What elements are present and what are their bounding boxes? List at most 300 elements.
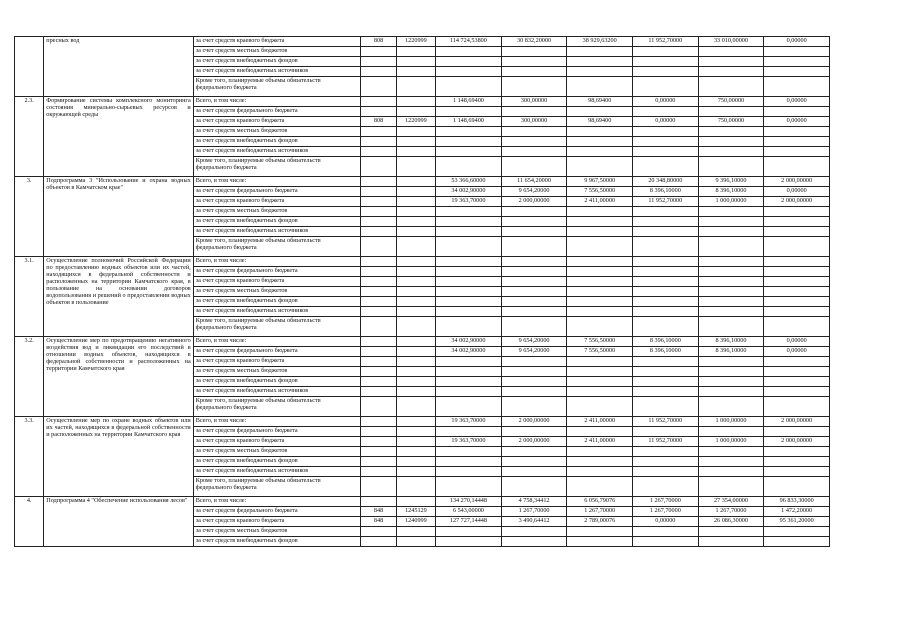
amount-cell (501, 447, 567, 457)
funding-source-cell: за счет средств краевого бюджета (193, 517, 361, 527)
grbs-code-cell (361, 207, 396, 217)
amount-cell: 9 396,10000 (698, 177, 764, 187)
grbs-code-cell (361, 177, 396, 187)
amount-cell: 1 000,00000 (698, 417, 764, 427)
grbs-code-cell (361, 197, 396, 207)
amount-cell (501, 257, 567, 267)
amount-cell (501, 377, 567, 387)
funding-source-cell: Всего, в том числе: (193, 257, 361, 267)
item-number-cell: 2.3. (15, 97, 44, 177)
amount-cell (633, 237, 699, 257)
amount-cell (567, 157, 633, 177)
amount-cell (633, 317, 699, 337)
amount-cell (501, 287, 567, 297)
grbs-code-cell (361, 537, 396, 547)
amount-cell: 11 952,70000 (633, 437, 699, 447)
amount-cell: 300,00000 (501, 97, 567, 107)
amount-cell (764, 157, 830, 177)
amount-cell: 2 000,00000 (501, 197, 567, 207)
amount-cell (698, 447, 764, 457)
amount-cell (764, 107, 830, 117)
kbk-code-cell (396, 337, 435, 347)
funding-source-cell: за счет средств местных бюджетов (193, 47, 361, 57)
grbs-code-cell (361, 277, 396, 287)
amount-cell: 2 000,00000 (764, 197, 830, 207)
grbs-code-cell: 848 (361, 507, 396, 517)
kbk-code-cell (396, 97, 435, 107)
amount-cell (567, 317, 633, 337)
amount-cell (567, 477, 633, 497)
funding-source-cell: за счет средств местных бюджетов (193, 527, 361, 537)
amount-cell (764, 227, 830, 237)
amount-cell (764, 467, 830, 477)
amount-cell: 27 354,00000 (698, 497, 764, 507)
amount-cell: 8 396,10000 (633, 187, 699, 197)
table-row (15, 257, 830, 267)
amount-cell (764, 47, 830, 57)
amount-cell (567, 77, 633, 97)
amount-cell (764, 317, 830, 337)
amount-cell: 1 267,70000 (698, 507, 764, 517)
amount-cell (633, 67, 699, 77)
amount-cell (567, 227, 633, 237)
amount-cell (633, 107, 699, 117)
grbs-code-cell (361, 317, 396, 337)
kbk-code-cell (396, 347, 435, 357)
amount-cell: 9 654,20000 (501, 187, 567, 197)
amount-cell: 7 556,50000 (567, 347, 633, 357)
grbs-code-cell (361, 227, 396, 237)
amount-cell (501, 47, 567, 57)
grbs-code-cell (361, 377, 396, 387)
amount-cell (436, 467, 502, 477)
table-body (15, 37, 830, 547)
amount-cell (567, 57, 633, 67)
funding-source-cell: Всего, в том числе: (193, 337, 361, 347)
amount-cell (698, 397, 764, 417)
item-number-cell (15, 37, 44, 97)
amount-cell (764, 147, 830, 157)
funding-source-cell: за счет средств федерального бюджета (193, 347, 361, 357)
amount-cell (764, 207, 830, 217)
amount-cell: 114 724,53800 (436, 37, 502, 47)
amount-cell (436, 77, 502, 97)
kbk-code-cell (396, 377, 435, 387)
amount-cell (567, 267, 633, 277)
funding-source-cell: за счет средств федерального бюджета (193, 507, 361, 517)
amount-cell (698, 287, 764, 297)
amount-cell (567, 447, 633, 457)
amount-cell (698, 77, 764, 97)
funding-source-cell: за счет средств местных бюджетов (193, 127, 361, 137)
amount-cell (633, 447, 699, 457)
amount-cell: 20 348,80000 (633, 177, 699, 187)
grbs-code-cell (361, 47, 396, 57)
funding-source-cell: за счет средств внебюджетных фондов (193, 57, 361, 67)
grbs-code-cell (361, 417, 396, 427)
amount-cell (567, 107, 633, 117)
funding-source-cell: за счет средств внебюджетных фондов (193, 537, 361, 547)
amount-cell (764, 427, 830, 437)
amount-cell: 38 929,63200 (567, 37, 633, 47)
amount-cell: 30 832,20000 (501, 37, 567, 47)
grbs-code-cell (361, 147, 396, 157)
amount-cell (764, 387, 830, 397)
amount-cell (764, 397, 830, 417)
amount-cell (436, 207, 502, 217)
amount-cell (698, 107, 764, 117)
amount-cell (567, 207, 633, 217)
funding-source-cell: Всего, в том числе: (193, 417, 361, 427)
kbk-code-cell (396, 227, 435, 237)
item-number-cell: 3. (15, 177, 44, 257)
amount-cell (633, 527, 699, 537)
funding-source-cell: за счет средств местных бюджетов (193, 367, 361, 377)
kbk-code-cell (396, 417, 435, 427)
grbs-code-cell (361, 437, 396, 447)
amount-cell (436, 307, 502, 317)
grbs-code-cell (361, 307, 396, 317)
amount-cell: 2 000,00000 (764, 437, 830, 447)
amount-cell (436, 357, 502, 367)
amount-cell (567, 357, 633, 367)
amount-cell: 2 000,00000 (501, 417, 567, 427)
funding-source-cell: за счет средств федерального бюджета (193, 267, 361, 277)
amount-cell (567, 47, 633, 57)
amount-cell (698, 237, 764, 257)
kbk-code-cell (396, 157, 435, 177)
amount-cell: 0,00000 (633, 97, 699, 107)
amount-cell (764, 357, 830, 367)
amount-cell (698, 457, 764, 467)
item-number-cell: 3.3. (15, 417, 44, 497)
amount-cell: 0,00000 (764, 117, 830, 127)
amount-cell (633, 157, 699, 177)
amount-cell (698, 357, 764, 367)
kbk-code-cell (396, 297, 435, 307)
amount-cell: 2 789,00076 (567, 517, 633, 527)
amount-cell (633, 427, 699, 437)
amount-cell (764, 287, 830, 297)
amount-cell (501, 367, 567, 377)
amount-cell: 8 396,10000 (633, 347, 699, 357)
amount-cell: 2 411,00000 (567, 197, 633, 207)
grbs-code-cell (361, 477, 396, 497)
amount-cell: 750,00000 (698, 117, 764, 127)
amount-cell (436, 147, 502, 157)
grbs-code-cell (361, 297, 396, 307)
amount-cell: 7 556,50000 (567, 337, 633, 347)
amount-cell: 0,00000 (764, 97, 830, 107)
grbs-code-cell (361, 457, 396, 467)
amount-cell (633, 77, 699, 97)
amount-cell (436, 257, 502, 267)
amount-cell (698, 67, 764, 77)
amount-cell: 1 148,69400 (436, 117, 502, 127)
grbs-code-cell: 808 (361, 117, 396, 127)
amount-cell (764, 537, 830, 547)
amount-cell (633, 377, 699, 387)
funding-source-cell: за счет средств краевого бюджета (193, 37, 361, 47)
amount-cell (764, 447, 830, 457)
funding-source-cell: за счет средств внебюджетных источников (193, 387, 361, 397)
grbs-code-cell (361, 467, 396, 477)
amount-cell (501, 457, 567, 467)
amount-cell: 11 952,70000 (633, 197, 699, 207)
grbs-code-cell (361, 217, 396, 227)
item-name-cell: пресных вод (44, 37, 193, 97)
amount-cell (633, 47, 699, 57)
funding-source-cell: за счет средств внебюджетных источников (193, 227, 361, 237)
amount-cell (698, 297, 764, 307)
amount-cell (567, 217, 633, 227)
amount-cell (501, 537, 567, 547)
amount-cell (501, 317, 567, 337)
amount-cell (567, 137, 633, 147)
amount-cell (633, 297, 699, 307)
amount-cell: 1 267,70000 (633, 497, 699, 507)
amount-cell (633, 207, 699, 217)
amount-cell (764, 137, 830, 147)
amount-cell (764, 57, 830, 67)
kbk-code-cell: 1245129 (396, 507, 435, 517)
amount-cell: 8 396,10000 (698, 337, 764, 347)
amount-cell (567, 147, 633, 157)
funding-source-cell: за счет средств внебюджетных фондов (193, 137, 361, 147)
amount-cell (633, 477, 699, 497)
amount-cell (501, 57, 567, 67)
amount-cell (501, 467, 567, 477)
amount-cell (501, 267, 567, 277)
kbk-code-cell (396, 67, 435, 77)
amount-cell (698, 57, 764, 67)
amount-cell (764, 257, 830, 267)
amount-cell (436, 107, 502, 117)
grbs-code-cell (361, 267, 396, 277)
amount-cell (436, 47, 502, 57)
amount-cell: 0,00000 (764, 347, 830, 357)
amount-cell (501, 77, 567, 97)
amount-cell: 134 270,14448 (436, 497, 502, 507)
amount-cell (698, 257, 764, 267)
amount-cell (764, 127, 830, 137)
funding-source-cell: за счет средств краевого бюджета (193, 277, 361, 287)
amount-cell (501, 527, 567, 537)
table-row (15, 497, 830, 507)
amount-cell (436, 387, 502, 397)
kbk-code-cell (396, 277, 435, 287)
amount-cell: 300,00000 (501, 117, 567, 127)
grbs-code-cell (361, 97, 396, 107)
item-name-cell: Осуществление мер по охране водных объектов или их частей, находящихся в федеральной собственности и расположенных на территории Камчатского края (44, 417, 193, 497)
amount-cell (567, 277, 633, 287)
amount-cell (633, 287, 699, 297)
amount-cell (764, 457, 830, 467)
grbs-code-cell (361, 337, 396, 347)
amount-cell (501, 107, 567, 117)
amount-cell (633, 387, 699, 397)
amount-cell: 34 002,90000 (436, 337, 502, 347)
grbs-code-cell (361, 357, 396, 367)
amount-cell: 19 363,70000 (436, 417, 502, 427)
funding-source-cell: за счет средств внебюджетных источников (193, 67, 361, 77)
kbk-code-cell (396, 177, 435, 187)
kbk-code-cell (396, 307, 435, 317)
amount-cell: 19 363,70000 (436, 197, 502, 207)
amount-cell (436, 477, 502, 497)
funding-source-cell: за счет средств федерального бюджета (193, 427, 361, 437)
amount-cell: 34 002,90000 (436, 347, 502, 357)
table-row (15, 177, 830, 187)
amount-cell: 8 396,10000 (698, 347, 764, 357)
amount-cell (764, 377, 830, 387)
amount-cell (501, 427, 567, 437)
amount-cell: 98,69400 (567, 97, 633, 107)
grbs-code-cell (361, 427, 396, 437)
funding-source-cell: Кроме того, планируемые объемы обязательств федерального бюджета (193, 317, 361, 337)
kbk-code-cell (396, 477, 435, 497)
kbk-code-cell (396, 127, 435, 137)
amount-cell (764, 307, 830, 317)
amount-cell: 53 366,60000 (436, 177, 502, 187)
amount-cell (436, 67, 502, 77)
amount-cell (698, 207, 764, 217)
amount-cell (633, 277, 699, 287)
kbk-code-cell (396, 237, 435, 257)
amount-cell (698, 527, 764, 537)
item-number-cell: 3.2. (15, 337, 44, 417)
amount-cell: 1 000,00000 (698, 437, 764, 447)
amount-cell (436, 277, 502, 287)
amount-cell: 9 654,20000 (501, 347, 567, 357)
amount-cell (764, 267, 830, 277)
amount-cell: 34 002,90000 (436, 187, 502, 197)
amount-cell (436, 537, 502, 547)
grbs-code-cell (361, 397, 396, 417)
amount-cell (633, 367, 699, 377)
grbs-code-cell (361, 107, 396, 117)
amount-cell: 11 952,70000 (633, 37, 699, 47)
amount-cell (698, 157, 764, 177)
amount-cell (501, 397, 567, 417)
amount-cell: 9 967,50000 (567, 177, 633, 187)
amount-cell: 98,69400 (567, 117, 633, 127)
kbk-code-cell (396, 57, 435, 67)
amount-cell: 0,00000 (633, 117, 699, 127)
item-name-cell: Подпрограмма 4 "Обеспечение использования лесов" (44, 497, 193, 547)
amount-cell (436, 457, 502, 467)
grbs-code-cell (361, 57, 396, 67)
amount-cell (567, 397, 633, 417)
amount-cell (501, 357, 567, 367)
amount-cell: 1 267,70000 (633, 507, 699, 517)
amount-cell: 6 056,79076 (567, 497, 633, 507)
amount-cell (633, 357, 699, 367)
table-row (15, 337, 830, 347)
amount-cell (698, 47, 764, 57)
amount-cell (764, 297, 830, 307)
amount-cell (501, 237, 567, 257)
kbk-code-cell (396, 357, 435, 367)
amount-cell (436, 137, 502, 147)
grbs-code-cell (361, 367, 396, 377)
amount-cell: 0,00000 (764, 37, 830, 47)
amount-cell (436, 317, 502, 337)
amount-cell (567, 287, 633, 297)
amount-cell (698, 307, 764, 317)
funding-source-cell: за счет средств краевого бюджета (193, 197, 361, 207)
amount-cell (501, 277, 567, 287)
kbk-code-cell (396, 217, 435, 227)
amount-cell (698, 147, 764, 157)
amount-cell (698, 467, 764, 477)
kbk-code-cell (396, 467, 435, 477)
amount-cell (567, 257, 633, 267)
amount-cell (633, 257, 699, 267)
amount-cell (633, 227, 699, 237)
funding-source-cell: за счет средств краевого бюджета (193, 117, 361, 127)
amount-cell (501, 207, 567, 217)
amount-cell (567, 67, 633, 77)
amount-cell (567, 467, 633, 477)
amount-cell (764, 367, 830, 377)
grbs-code-cell (361, 157, 396, 177)
amount-cell (764, 237, 830, 257)
kbk-code-cell (396, 257, 435, 267)
amount-cell (698, 277, 764, 287)
amount-cell (567, 457, 633, 467)
funding-source-cell: за счет средств внебюджетных источников (193, 307, 361, 317)
amount-cell (633, 457, 699, 467)
amount-cell (698, 387, 764, 397)
funding-source-cell: Кроме того, планируемые объемы обязательств федерального бюджета (193, 77, 361, 97)
amount-cell (633, 537, 699, 547)
amount-cell: 9 654,20000 (501, 337, 567, 347)
amount-cell (698, 227, 764, 237)
kbk-code-cell (396, 367, 435, 377)
funding-source-cell: за счет средств внебюджетных фондов (193, 457, 361, 467)
amount-cell (436, 397, 502, 417)
kbk-code-cell (396, 427, 435, 437)
kbk-code-cell (396, 497, 435, 507)
amount-cell (567, 307, 633, 317)
kbk-code-cell (396, 187, 435, 197)
item-name-cell: Осуществление полномочий Российской Федерации по предоставлению водных объектов или их частей, находящихся в федеральной собственности и расположенных на территории Камчатского края, в пользование на основании договоров водопользования и решений о предоставлении водных объектов в пользование (44, 257, 193, 337)
funding-source-cell: за счет средств внебюджетных источников (193, 147, 361, 157)
kbk-code-cell: 1240999 (396, 517, 435, 527)
amount-cell: 2 411,00000 (567, 437, 633, 447)
amount-cell (567, 537, 633, 547)
funding-source-cell: Кроме того, планируемые объемы обязательств федерального бюджета (193, 477, 361, 497)
amount-cell: 1 148,69400 (436, 97, 502, 107)
kbk-code-cell (396, 397, 435, 417)
funding-source-cell: за счет средств внебюджетных источников (193, 467, 361, 477)
amount-cell: 19 363,70000 (436, 437, 502, 447)
kbk-code-cell (396, 267, 435, 277)
amount-cell (633, 267, 699, 277)
funding-source-cell: за счет средств внебюджетных фондов (193, 377, 361, 387)
amount-cell (501, 127, 567, 137)
kbk-code-cell (396, 387, 435, 397)
amount-cell (436, 527, 502, 537)
amount-cell: 26 086,30000 (698, 517, 764, 527)
amount-cell (501, 297, 567, 307)
amount-cell: 127 727,14448 (436, 517, 502, 527)
grbs-code-cell (361, 387, 396, 397)
amount-cell (501, 217, 567, 227)
amount-cell (501, 387, 567, 397)
grbs-code-cell (361, 137, 396, 147)
